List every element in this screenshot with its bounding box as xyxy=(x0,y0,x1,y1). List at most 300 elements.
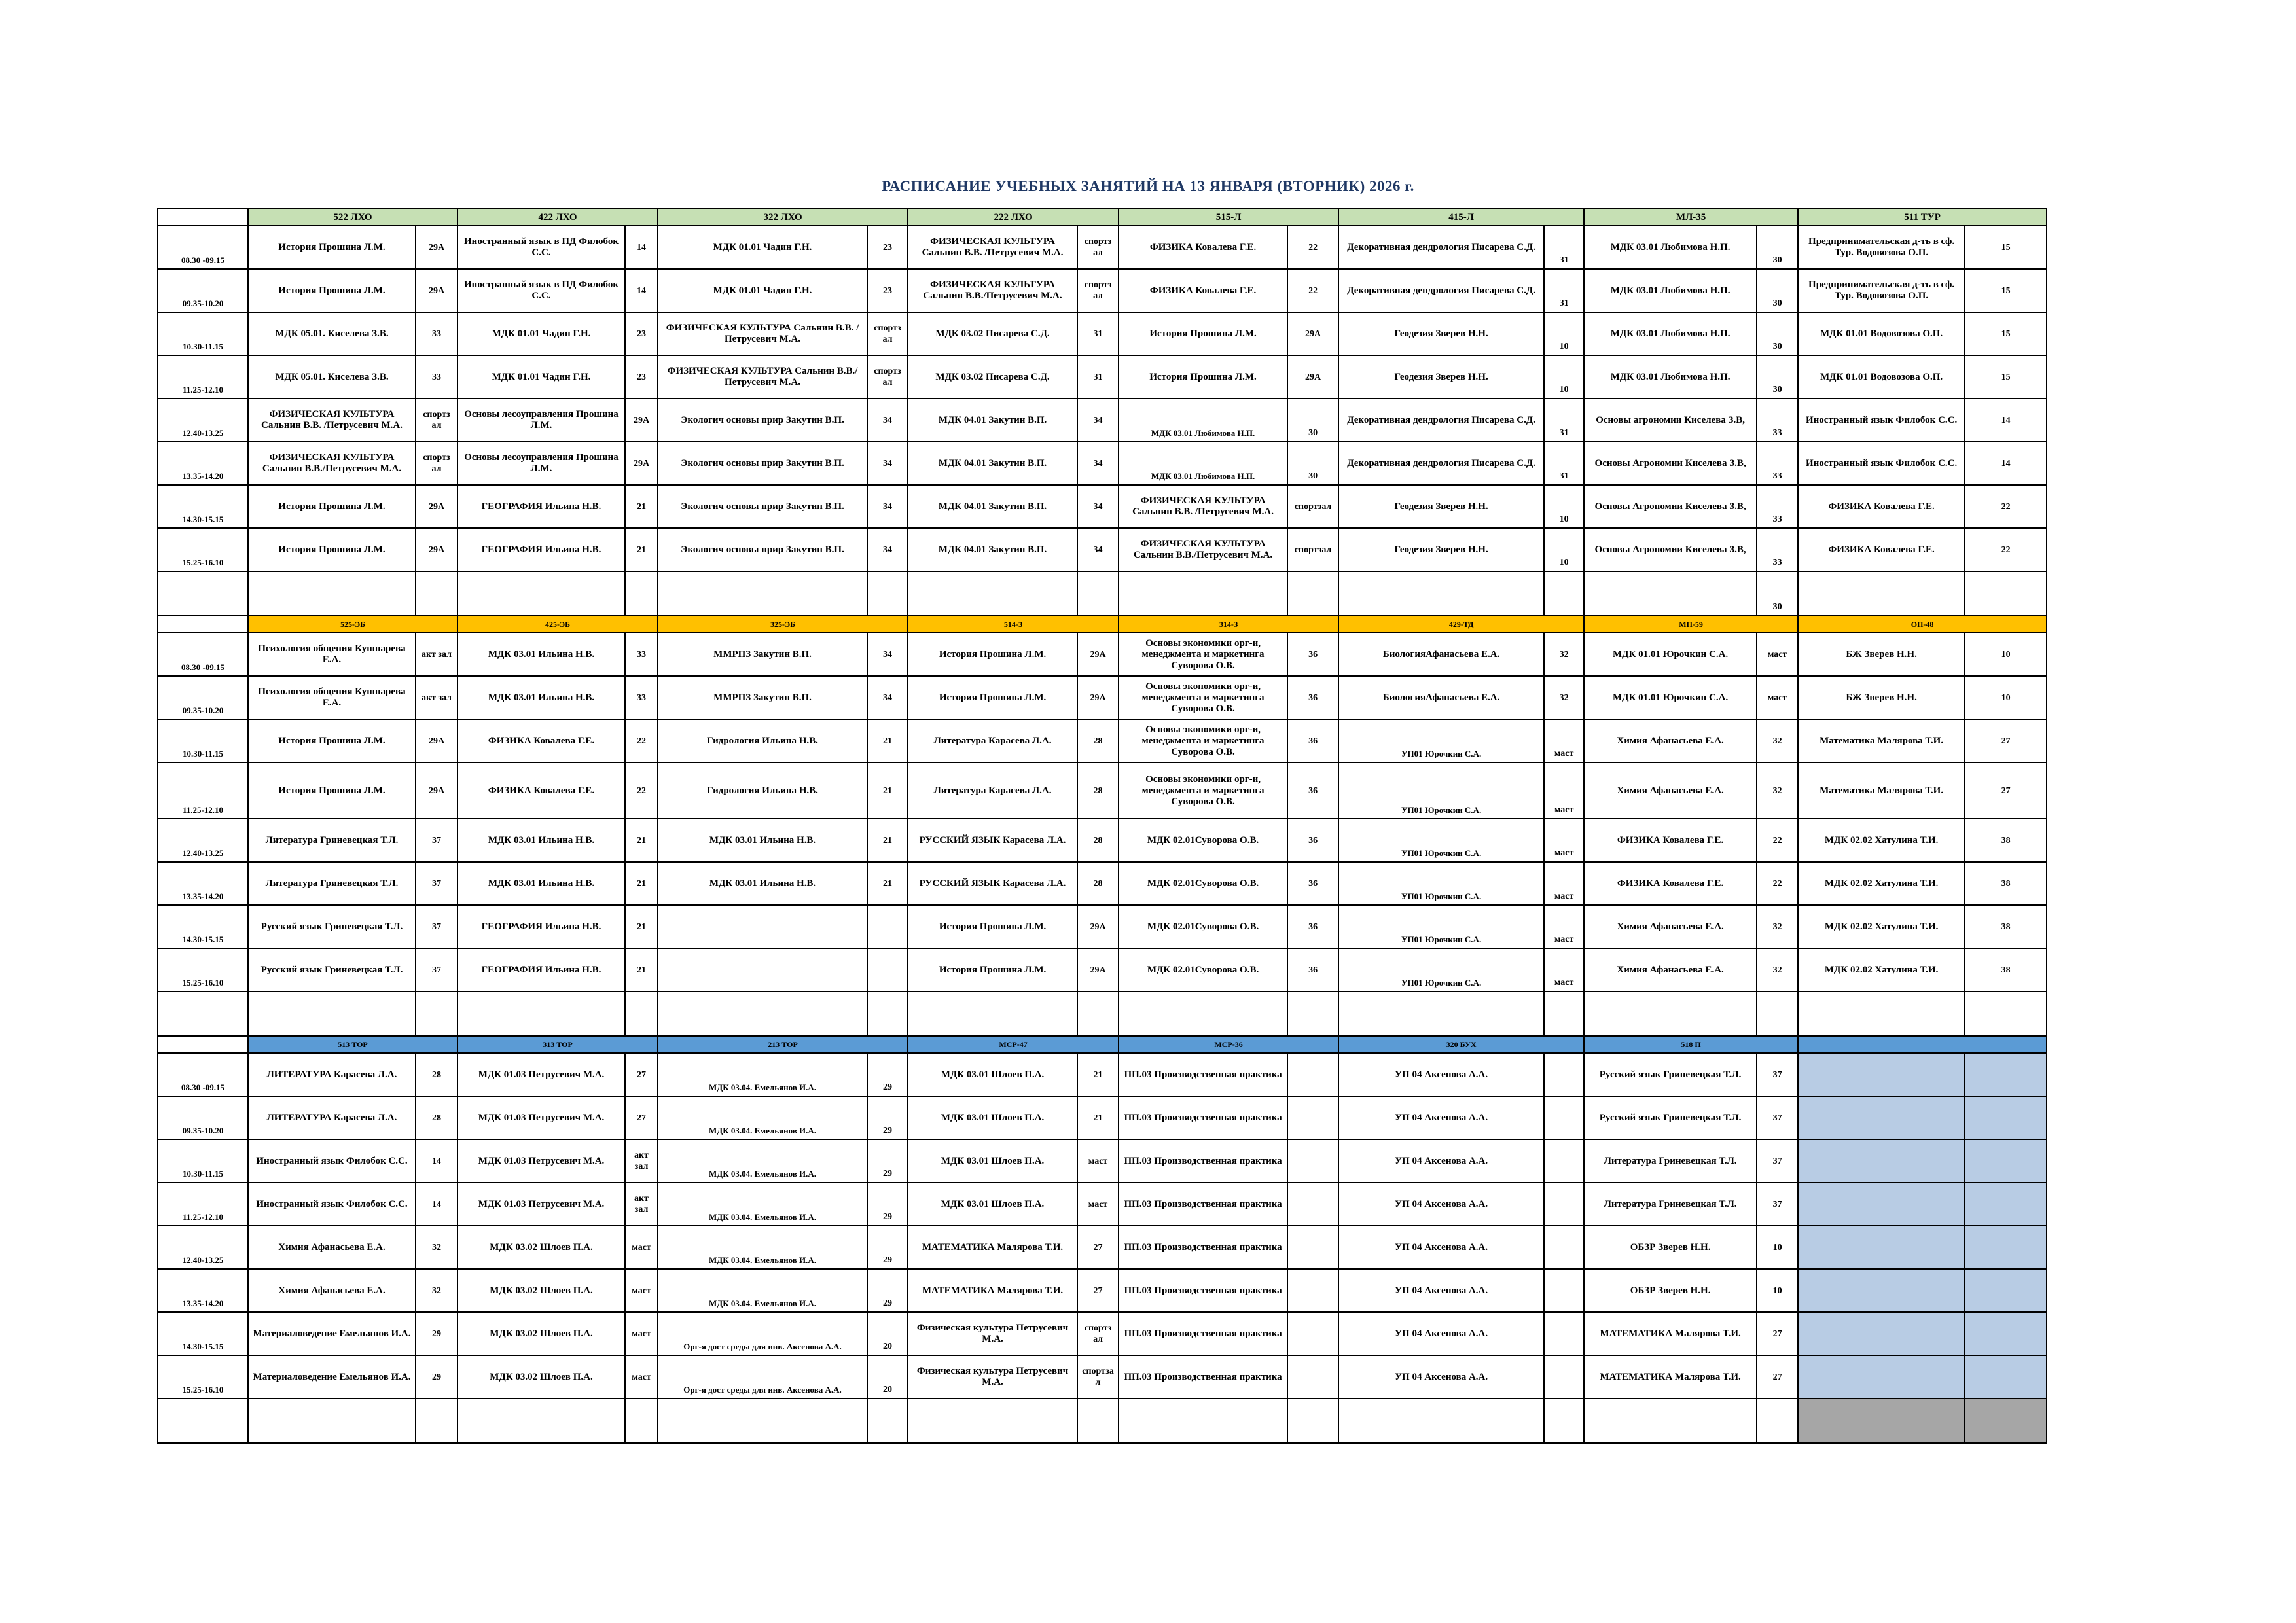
subject-cell: УП01 Юрочкин С.А. xyxy=(1338,762,1544,819)
room-cell: 28 xyxy=(1077,862,1119,905)
subject-cell: МДК 04.01 Закутин В.П. xyxy=(908,485,1077,528)
subject-cell: ФИЗИКА Ковалева Г.Е. xyxy=(1584,862,1757,905)
subject-cell: История Прошина Л.М. xyxy=(1119,312,1287,355)
subject-cell: Литература Гриневецкая Т.Л. xyxy=(1584,1139,1757,1183)
room-cell xyxy=(1077,1399,1119,1443)
room-cell xyxy=(1965,1355,2047,1399)
subject-cell: МДК 03.04. Емельянов И.А. xyxy=(658,1226,867,1269)
subject-cell: ММРПЗ Закутин В.П. xyxy=(658,676,867,719)
room-cell: 31 xyxy=(1077,312,1119,355)
subject-cell: МДК 02.02 Хатулина Т.И. xyxy=(1798,819,1965,862)
subject-cell: МДК 03.02 Шлоев П.А. xyxy=(457,1312,625,1355)
room-cell: 37 xyxy=(1757,1096,1798,1139)
room-cell: 21 xyxy=(625,485,658,528)
lesson-row xyxy=(158,948,2047,991)
subject-cell: Экологич основы прир Закутин В.П. xyxy=(658,528,867,571)
room-cell: 27 xyxy=(625,1053,658,1096)
subject-cell xyxy=(1584,991,1757,1036)
subject-cell xyxy=(1584,1399,1757,1443)
subject-cell: ФИЗИКА Ковалева Г.Е. xyxy=(1584,819,1757,862)
subject-cell: МДК 03.01 Шлоев П.А. xyxy=(908,1096,1077,1139)
subject-cell xyxy=(908,571,1077,616)
room-cell: 14 xyxy=(1965,442,2047,485)
subject-cell: История Прошина Л.М. xyxy=(248,226,416,269)
subject-cell xyxy=(248,571,416,616)
subject-cell: Иностранный язык в ПД Филобок С.С. xyxy=(457,269,625,312)
room-cell: 14 xyxy=(1965,399,2047,442)
time-slot: 10.30-11.15 xyxy=(158,1139,248,1183)
header-corner xyxy=(158,1036,248,1053)
lesson-row xyxy=(158,269,2047,312)
room-cell: маст xyxy=(1544,862,1584,905)
room-cell: 14 xyxy=(416,1139,457,1183)
subject-cell xyxy=(908,1399,1077,1443)
lesson-row xyxy=(158,1269,2047,1312)
subject-cell: МДК 05.01. Киселева З.В. xyxy=(248,355,416,399)
room-cell: 38 xyxy=(1965,948,2047,991)
subject-cell: УП01 Юрочкин С.А. xyxy=(1338,719,1544,762)
subject-cell: ПП.03 Производственная практика xyxy=(1119,1355,1287,1399)
subject-cell: МДК 04.01 Закутин В.П. xyxy=(908,442,1077,485)
subject-cell: МДК 03.01 Любимова Н.П. xyxy=(1584,355,1757,399)
subject-cell: ЛИТЕРАТУРА Карасева Л.А. xyxy=(248,1053,416,1096)
room-cell: 30 xyxy=(1757,355,1798,399)
time-slot: 11.25-12.10 xyxy=(158,1183,248,1226)
subject-cell: МДК 02.01Суворова О.В. xyxy=(1119,948,1287,991)
lesson-row xyxy=(158,1312,2047,1355)
room-cell: 31 xyxy=(1544,399,1584,442)
room-cell: акт зал xyxy=(416,676,457,719)
room-cell xyxy=(1965,1269,2047,1312)
subject-cell: Русский язык Гриневецкая Т.Л. xyxy=(248,905,416,948)
subject-cell: История Прошина Л.М. xyxy=(248,719,416,762)
time-slot: 14.30-15.15 xyxy=(158,485,248,528)
room-cell: 14 xyxy=(416,1183,457,1226)
group-header: 222 ЛХО xyxy=(908,209,1119,226)
subject-cell xyxy=(658,948,867,991)
room-cell: маст xyxy=(1544,905,1584,948)
time-slot: 13.35-14.20 xyxy=(158,1269,248,1312)
subject-cell: ПП.03 Производственная практика xyxy=(1119,1312,1287,1355)
subject-cell: Иностранный язык Филобок С.С. xyxy=(1798,399,1965,442)
room-cell: 30 xyxy=(1757,226,1798,269)
subject-cell: Иностранный язык Филобок С.С. xyxy=(248,1139,416,1183)
room-cell: маст xyxy=(1544,948,1584,991)
subject-cell: История Прошина Л.М. xyxy=(908,948,1077,991)
room-cell: 32 xyxy=(1544,676,1584,719)
room-cell xyxy=(1965,1139,2047,1183)
time-slot: 08.30 -09.15 xyxy=(158,633,248,676)
room-cell: маст xyxy=(1757,633,1798,676)
room-cell: 38 xyxy=(1965,905,2047,948)
subject-cell xyxy=(248,1399,416,1443)
room-cell: 29 xyxy=(867,1183,908,1226)
room-cell: спортз ал xyxy=(1077,1312,1119,1355)
room-cell: 32 xyxy=(1757,948,1798,991)
room-cell: 15 xyxy=(1965,355,2047,399)
subject-cell: МДК 01.01 Чадин Г.Н. xyxy=(457,312,625,355)
room-cell: 29А xyxy=(416,485,457,528)
subject-cell: УП 04 Аксенова А.А. xyxy=(1338,1226,1544,1269)
subject-cell: Основы экономики орг-и, менеджмента и маркетинга Суворова О.В. xyxy=(1119,676,1287,719)
room-cell xyxy=(1287,1355,1338,1399)
room-cell: 21 xyxy=(867,819,908,862)
group-header-row xyxy=(158,209,2047,226)
room-cell: 33 xyxy=(1757,528,1798,571)
group-header: 522 ЛХО xyxy=(248,209,457,226)
room-cell: 14 xyxy=(625,226,658,269)
room-cell: 10 xyxy=(1544,485,1584,528)
time-slot: 09.35-10.20 xyxy=(158,269,248,312)
room-cell: 31 xyxy=(1544,226,1584,269)
subject-cell: Русский язык Гриневецкая Т.Л. xyxy=(248,948,416,991)
room-cell: 22 xyxy=(625,762,658,819)
room-cell: 23 xyxy=(867,226,908,269)
group-header: МП-59 xyxy=(1584,616,1798,633)
subject-cell xyxy=(1798,1053,1965,1096)
room-cell: 30 xyxy=(1287,399,1338,442)
lesson-row xyxy=(158,1096,2047,1139)
subject-cell: МДК 03.04. Емельянов И.А. xyxy=(658,1053,867,1096)
subject-cell: УП01 Юрочкин С.А. xyxy=(1338,819,1544,862)
subject-cell: УП 04 Аксенова А.А. xyxy=(1338,1053,1544,1096)
room-cell: 31 xyxy=(1544,442,1584,485)
room-cell xyxy=(1287,1399,1338,1443)
time-slot: 11.25-12.10 xyxy=(158,762,248,819)
room-cell: 37 xyxy=(416,862,457,905)
time-slot xyxy=(158,1399,248,1443)
room-cell: 29А xyxy=(1287,355,1338,399)
subject-cell: УП 04 Аксенова А.А. xyxy=(1338,1139,1544,1183)
subject-cell: МДК 03.01 Шлоев П.А. xyxy=(908,1053,1077,1096)
lesson-row xyxy=(158,633,2047,676)
time-slot: 13.35-14.20 xyxy=(158,862,248,905)
room-cell: 22 xyxy=(1757,819,1798,862)
room-cell: 21 xyxy=(867,719,908,762)
room-cell xyxy=(1544,1053,1584,1096)
room-cell: 29 xyxy=(867,1139,908,1183)
room-cell: 30 xyxy=(1757,571,1798,616)
group-header: 213 ТОР xyxy=(658,1036,908,1053)
room-cell xyxy=(1965,1399,2047,1443)
subject-cell: МДК 01.01 Юрочкин С.А. xyxy=(1584,676,1757,719)
lesson-row xyxy=(158,819,2047,862)
subject-cell: ГЕОГРАФИЯ Ильина Н.В. xyxy=(457,948,625,991)
subject-cell: Основы лесоуправления Прошина Л.М. xyxy=(457,399,625,442)
room-cell: маст xyxy=(625,1269,658,1312)
room-cell xyxy=(1077,571,1119,616)
subject-cell: ФИЗИЧЕСКАЯ КУЛЬТУРА Сальнин В.В. /Петрусевич М.А. xyxy=(1119,485,1287,528)
lesson-row xyxy=(158,571,2047,616)
subject-cell: Геодезия Зверев Н.Н. xyxy=(1338,528,1544,571)
room-cell xyxy=(1287,991,1338,1036)
lesson-row xyxy=(158,1183,2047,1226)
room-cell: 36 xyxy=(1287,762,1338,819)
lesson-row xyxy=(158,355,2047,399)
room-cell xyxy=(625,1399,658,1443)
time-slot: 09.35-10.20 xyxy=(158,676,248,719)
subject-cell: ФИЗИКА Ковалева Г.Е. xyxy=(1798,528,1965,571)
room-cell: 33 xyxy=(625,633,658,676)
room-cell: 10 xyxy=(1544,528,1584,571)
subject-cell: Иностранный язык Филобок С.С. xyxy=(248,1183,416,1226)
subject-cell: БиологияАфанасьева Е.А. xyxy=(1338,633,1544,676)
room-cell: 20 xyxy=(867,1312,908,1355)
subject-cell: УП01 Юрочкин С.А. xyxy=(1338,905,1544,948)
room-cell: 33 xyxy=(416,312,457,355)
room-cell: 21 xyxy=(625,905,658,948)
room-cell: маст xyxy=(1544,819,1584,862)
lesson-row xyxy=(158,991,2047,1036)
subject-cell: Основы агрономии Киселева З.В, xyxy=(1584,399,1757,442)
room-cell: 32 xyxy=(1757,762,1798,819)
subject-cell: МДК 03.01 Шлоев П.А. xyxy=(908,1183,1077,1226)
room-cell: 28 xyxy=(1077,719,1119,762)
subject-cell: Предпринимательская д-ть в сф. Тур. Водовозова О.П. xyxy=(1798,269,1965,312)
room-cell xyxy=(1965,1096,2047,1139)
subject-cell xyxy=(1798,1183,1965,1226)
subject-cell: МДК 03.04. Емельянов И.А. xyxy=(658,1183,867,1226)
room-cell: 23 xyxy=(625,355,658,399)
room-cell: 14 xyxy=(625,269,658,312)
subject-cell: МДК 01.03 Петрусевич М.А. xyxy=(457,1053,625,1096)
room-cell: 29А xyxy=(625,442,658,485)
room-cell xyxy=(1287,1183,1338,1226)
room-cell: 22 xyxy=(1965,528,2047,571)
room-cell xyxy=(1287,571,1338,616)
lesson-row xyxy=(158,762,2047,819)
subject-cell: МДК 01.01 Чадин Г.Н. xyxy=(658,269,867,312)
room-cell: 33 xyxy=(1757,485,1798,528)
room-cell xyxy=(1544,1096,1584,1139)
time-slot: 10.30-11.15 xyxy=(158,312,248,355)
subject-cell: ПП.03 Производственная практика xyxy=(1119,1053,1287,1096)
subject-cell: МДК 02.02 Хатулина Т.И. xyxy=(1798,862,1965,905)
room-cell: маст xyxy=(625,1355,658,1399)
subject-cell: Геодезия Зверев Н.Н. xyxy=(1338,355,1544,399)
subject-cell: МДК 02.01Суворова О.В. xyxy=(1119,819,1287,862)
subject-cell: МАТЕМАТИКА Малярова Т.И. xyxy=(908,1226,1077,1269)
subject-cell: Орг-я дост среды для инв. Аксенова А.А. xyxy=(658,1312,867,1355)
subject-cell: БЖ Зверев Н.Н. xyxy=(1798,676,1965,719)
subject-cell: ФИЗИЧЕСКАЯ КУЛЬТУРА Сальнин В.В./Петрусевич М.А. xyxy=(908,269,1077,312)
subject-cell xyxy=(658,905,867,948)
subject-cell: МДК 03.01 Шлоев П.А. xyxy=(908,1139,1077,1183)
subject-cell: МДК 03.02 Шлоев П.А. xyxy=(457,1269,625,1312)
room-cell xyxy=(1544,1183,1584,1226)
subject-cell: ФИЗИКА Ковалева Г.Е. xyxy=(1798,485,1965,528)
subject-cell: МАТЕМАТИКА Малярова Т.И. xyxy=(1584,1355,1757,1399)
subject-cell: МДК 03.04. Емельянов И.А. xyxy=(658,1269,867,1312)
room-cell: 28 xyxy=(1077,762,1119,819)
subject-cell: МДК 01.03 Петрусевич М.А. xyxy=(457,1096,625,1139)
room-cell: 34 xyxy=(867,485,908,528)
room-cell: 29А xyxy=(1077,676,1119,719)
subject-cell xyxy=(248,991,416,1036)
subject-cell: История Прошина Л.М. xyxy=(248,485,416,528)
subject-cell xyxy=(1338,991,1544,1036)
room-cell: 34 xyxy=(1077,485,1119,528)
subject-cell: МДК 04.01 Закутин В.П. xyxy=(908,528,1077,571)
group-header: ОП-48 xyxy=(1798,616,2047,633)
room-cell: 29А xyxy=(1077,633,1119,676)
group-header: 515-Л xyxy=(1119,209,1338,226)
subject-cell: Орг-я дост среды для инв. Аксенова А.А. xyxy=(658,1355,867,1399)
room-cell xyxy=(1965,571,2047,616)
room-cell: маст xyxy=(625,1226,658,1269)
subject-cell: Химия Афанасьева Е.А. xyxy=(1584,762,1757,819)
room-cell xyxy=(1287,1053,1338,1096)
subject-cell xyxy=(1584,571,1757,616)
room-cell: 33 xyxy=(625,676,658,719)
room-cell: 27 xyxy=(1757,1355,1798,1399)
lesson-row xyxy=(158,399,2047,442)
room-cell xyxy=(1544,1226,1584,1269)
subject-cell: Математика Малярова Т.И. xyxy=(1798,762,1965,819)
time-slot: 14.30-15.15 xyxy=(158,905,248,948)
room-cell xyxy=(1757,991,1798,1036)
subject-cell: ПП.03 Производственная практика xyxy=(1119,1269,1287,1312)
time-slot: 15.25-16.10 xyxy=(158,1355,248,1399)
group-header: 320 БУХ xyxy=(1338,1036,1584,1053)
time-slot: 13.35-14.20 xyxy=(158,442,248,485)
lesson-row xyxy=(158,442,2047,485)
room-cell: акт зал xyxy=(625,1139,658,1183)
subject-cell: МДК 02.01Суворова О.В. xyxy=(1119,905,1287,948)
group-header: 513 ТОР xyxy=(248,1036,457,1053)
subject-cell xyxy=(658,571,867,616)
lesson-row xyxy=(158,1226,2047,1269)
room-cell xyxy=(867,905,908,948)
subject-cell: Русский язык Гриневецкая Т.Л. xyxy=(1584,1096,1757,1139)
room-cell: маст xyxy=(1544,719,1584,762)
subject-cell: Основы Агрономии Киселева З.В, xyxy=(1584,528,1757,571)
room-cell xyxy=(1287,1096,1338,1139)
room-cell: 37 xyxy=(416,948,457,991)
subject-cell: МДК 03.01 Любимова Н.П. xyxy=(1584,226,1757,269)
subject-cell: Основы лесоуправления Прошина Л.М. xyxy=(457,442,625,485)
subject-cell: УП01 Юрочкин С.А. xyxy=(1338,948,1544,991)
subject-cell xyxy=(1798,1355,1965,1399)
time-slot: 12.40-13.25 xyxy=(158,1226,248,1269)
room-cell: 34 xyxy=(867,442,908,485)
group-header: 314-З xyxy=(1119,616,1338,633)
subject-cell: Физическая культура Петрусевич М.А. xyxy=(908,1312,1077,1355)
room-cell: 22 xyxy=(625,719,658,762)
subject-cell: МДК 01.01 Водовозова О.П. xyxy=(1798,312,1965,355)
subject-cell: МДК 01.03 Петрусевич М.А. xyxy=(457,1183,625,1226)
subject-cell: ФИЗИЧЕСКАЯ КУЛЬТУРА Сальнин В.В. /Петрусевич М.А. xyxy=(658,312,867,355)
subject-cell: МДК 03.02 Писарева С.Д. xyxy=(908,312,1077,355)
room-cell: 34 xyxy=(867,528,908,571)
subject-cell: МДК 03.04. Емельянов И.А. xyxy=(658,1096,867,1139)
room-cell: 29 xyxy=(416,1355,457,1399)
room-cell: 15 xyxy=(1965,269,2047,312)
subject-cell: Геодезия Зверев Н.Н. xyxy=(1338,312,1544,355)
group-header: 325-ЭБ xyxy=(658,616,908,633)
subject-cell: История Прошина Л.М. xyxy=(248,762,416,819)
subject-cell: ПП.03 Производственная практика xyxy=(1119,1226,1287,1269)
room-cell: 38 xyxy=(1965,862,2047,905)
subject-cell: Психология общения Кушнарева Е.А. xyxy=(248,633,416,676)
subject-cell: МДК 03.01 Любимова Н.П. xyxy=(1119,399,1287,442)
room-cell xyxy=(1965,1183,2047,1226)
subject-cell: Материаловедение Емельянов И.А. xyxy=(248,1355,416,1399)
room-cell: 30 xyxy=(1287,442,1338,485)
room-cell: 22 xyxy=(1287,226,1338,269)
subject-cell: УП 04 Аксенова А.А. xyxy=(1338,1183,1544,1226)
subject-cell xyxy=(457,1399,625,1443)
subject-cell: Математика Малярова Т.И. xyxy=(1798,719,1965,762)
subject-cell: Экологич основы прир Закутин В.П. xyxy=(658,399,867,442)
room-cell xyxy=(1757,1399,1798,1443)
lesson-row xyxy=(158,312,2047,355)
room-cell xyxy=(416,991,457,1036)
lesson-row xyxy=(158,676,2047,719)
room-cell: 29А xyxy=(1287,312,1338,355)
room-cell: 37 xyxy=(1757,1183,1798,1226)
room-cell: 29 xyxy=(867,1226,908,1269)
subject-cell: Материаловедение Емельянов И.А. xyxy=(248,1312,416,1355)
subject-cell: БЖ Зверев Н.Н. xyxy=(1798,633,1965,676)
subject-cell: УП 04 Аксенова А.А. xyxy=(1338,1355,1544,1399)
subject-cell: ФИЗИКА Ковалева Г.Е. xyxy=(457,762,625,819)
room-cell: 10 xyxy=(1544,355,1584,399)
room-cell: акт зал xyxy=(625,1183,658,1226)
room-cell: 34 xyxy=(867,399,908,442)
room-cell: 37 xyxy=(416,819,457,862)
room-cell: 38 xyxy=(1965,819,2047,862)
subject-cell: МДК 02.02 Хатулина Т.И. xyxy=(1798,948,1965,991)
subject-cell: Литература Карасева Л.А. xyxy=(908,719,1077,762)
room-cell xyxy=(1544,1399,1584,1443)
time-slot xyxy=(158,991,248,1036)
subject-cell: Экологич основы прир Закутин В.П. xyxy=(658,442,867,485)
subject-cell: МДК 03.01 Любимова Н.П. xyxy=(1584,269,1757,312)
subject-cell: Русский язык Гриневецкая Т.Л. xyxy=(1584,1053,1757,1096)
subject-cell xyxy=(908,991,1077,1036)
room-cell xyxy=(1965,1312,2047,1355)
group-header: 322 ЛХО xyxy=(658,209,908,226)
subject-cell: Предпринимательская д-ть в сф. Тур. Водовозова О.П. xyxy=(1798,226,1965,269)
room-cell: спортз ал xyxy=(1077,269,1119,312)
subject-cell: Химия Афанасьева Е.А. xyxy=(1584,719,1757,762)
time-slot: 10.30-11.15 xyxy=(158,719,248,762)
room-cell: 10 xyxy=(1965,633,2047,676)
subject-cell: Основы экономики орг-и, менеджмента и маркетинга Суворова О.В. xyxy=(1119,719,1287,762)
subject-cell: ГЕОГРАФИЯ Ильина Н.В. xyxy=(457,905,625,948)
room-cell: 30 xyxy=(1757,312,1798,355)
room-cell xyxy=(1544,1269,1584,1312)
group-header: 422 ЛХО xyxy=(457,209,658,226)
room-cell: маст xyxy=(1077,1139,1119,1183)
room-cell: акт зал xyxy=(416,633,457,676)
room-cell: 37 xyxy=(1757,1053,1798,1096)
subject-cell xyxy=(1798,1096,1965,1139)
subject-cell: МАТЕМАТИКА Малярова Т.И. xyxy=(908,1269,1077,1312)
subject-cell: УП 04 Аксенова А.А. xyxy=(1338,1312,1544,1355)
subject-cell: Экологич основы прир Закутин В.П. xyxy=(658,485,867,528)
subject-cell: ГЕОГРАФИЯ Ильина Н.В. xyxy=(457,528,625,571)
subject-cell: МДК 03.01 Ильина Н.В. xyxy=(658,819,867,862)
subject-cell: ПП.03 Производственная практика xyxy=(1119,1139,1287,1183)
subject-cell xyxy=(1338,571,1544,616)
room-cell: спортзал xyxy=(1287,528,1338,571)
subject-cell: УП 04 Аксенова А.А. xyxy=(1338,1096,1544,1139)
room-cell: 37 xyxy=(416,905,457,948)
room-cell: 10 xyxy=(1757,1269,1798,1312)
room-cell: 20 xyxy=(867,1355,908,1399)
